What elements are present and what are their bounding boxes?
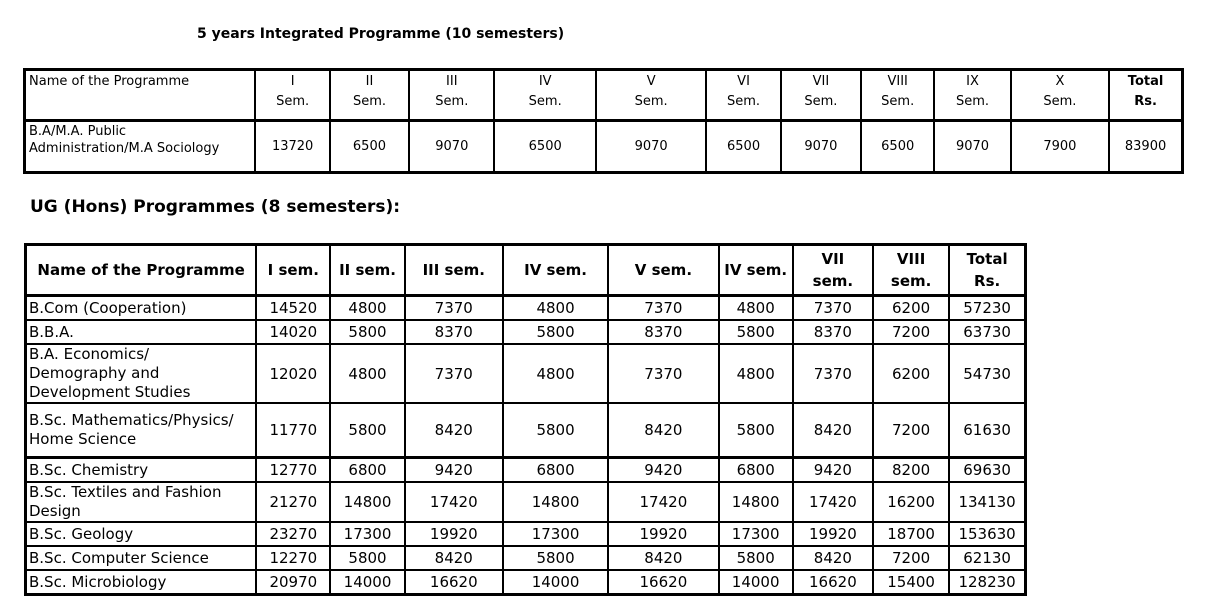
fee-cell: 16620 [793, 570, 873, 595]
column-header-sem-5: V sem. [608, 245, 718, 296]
column-header-sem-3: III Sem. [409, 70, 494, 121]
column-header-sem-4: IV Sem. [494, 70, 595, 121]
total-cell: 54730 [949, 344, 1025, 403]
fee-cell: 7200 [873, 546, 949, 570]
fee-cell: 8420 [793, 403, 873, 458]
column-header-name: Name of the Programme [26, 245, 257, 296]
fee-cell: 9420 [793, 458, 873, 483]
fee-cell: 16620 [608, 570, 718, 595]
fee-cell: 8420 [405, 403, 503, 458]
fee-cell: 23270 [256, 522, 330, 546]
fee-cell: 14520 [256, 296, 330, 321]
fee-cell: 7200 [873, 403, 949, 458]
column-header-sem-3: III sem. [405, 245, 503, 296]
fee-cell: 8420 [608, 546, 718, 570]
fee-cell: 6500 [861, 121, 934, 173]
column-header-sem-7: VII sem. [793, 245, 873, 296]
fee-cell: 5800 [719, 320, 793, 344]
total-cell: 69630 [949, 458, 1025, 483]
fee-cell: 4800 [503, 296, 608, 321]
fee-cell: 8370 [405, 320, 503, 344]
table-row [26, 482, 1026, 522]
column-header-sem-1: I sem. [256, 245, 330, 296]
column-header-sem-5: V Sem. [596, 70, 706, 121]
fee-cell: 7370 [608, 344, 718, 403]
fee-cell: 7370 [793, 296, 873, 321]
fee-cell: 6200 [873, 296, 949, 321]
fee-cell: 5800 [330, 320, 404, 344]
fee-cell: 9070 [409, 121, 494, 173]
fee-cell: 17420 [793, 482, 873, 522]
fee-cell: 5800 [503, 320, 608, 344]
total-cell: 63730 [949, 320, 1025, 344]
fee-cell: 4800 [330, 296, 404, 321]
column-header-sem-1: I Sem. [255, 70, 329, 121]
table-row [26, 570, 1026, 595]
fee-cell: 13720 [255, 121, 329, 173]
column-header-total: Total Rs. [949, 245, 1025, 296]
fee-cell: 7370 [405, 344, 503, 403]
fee-cell: 17420 [608, 482, 718, 522]
programme-name: B.Sc. Computer Science [26, 546, 257, 570]
fee-cell: 14800 [330, 482, 404, 522]
fee-cell: 14000 [503, 570, 608, 595]
fee-cell: 4800 [330, 344, 404, 403]
table-row [26, 403, 1026, 458]
fee-cell: 9070 [781, 121, 861, 173]
fee-cell: 6800 [330, 458, 404, 483]
programme-name: B.Sc. Geology [26, 522, 257, 546]
fee-cell: 7370 [405, 296, 503, 321]
fee-cell: 5800 [719, 546, 793, 570]
ug-fee-table [24, 243, 1027, 596]
fee-cell: 17300 [719, 522, 793, 546]
fee-cell: 5800 [330, 546, 404, 570]
programme-name: B.A. Economics/ Demography and Development Studies [26, 344, 257, 403]
fee-cell: 21270 [256, 482, 330, 522]
programme-name: B.Sc. Microbiology [26, 570, 257, 595]
ug-programmes-heading: UG (Hons) Programmes (8 semesters): [30, 197, 401, 217]
programme-name: B.Sc. Chemistry [26, 458, 257, 483]
table-row [26, 522, 1026, 546]
fee-cell: 9070 [934, 121, 1010, 173]
table-row [26, 344, 1026, 403]
fee-cell: 19920 [405, 522, 503, 546]
fee-cell: 7200 [873, 320, 949, 344]
table-row [26, 320, 1026, 344]
column-header-sem-2: II sem. [330, 245, 404, 296]
fee-cell: 16620 [405, 570, 503, 595]
fee-cell: 4800 [719, 344, 793, 403]
fee-cell: 8200 [873, 458, 949, 483]
total-cell: 128230 [949, 570, 1025, 595]
fee-cell: 17300 [503, 522, 608, 546]
programme-name: B.Sc. Textiles and Fashion Design [26, 482, 257, 522]
fee-cell: 8420 [608, 403, 718, 458]
fee-cell: 6800 [719, 458, 793, 483]
fee-cell: 6500 [330, 121, 409, 173]
fee-cell: 9070 [596, 121, 706, 173]
column-header-sem-4: IV sem. [503, 245, 608, 296]
table-row [26, 296, 1026, 321]
programme-name: B.Sc. Mathematics/Physics/ Home Science [26, 403, 257, 458]
fee-cell: 6200 [873, 344, 949, 403]
total-cell: 57230 [949, 296, 1025, 321]
fee-cell: 19920 [793, 522, 873, 546]
total-cell: 153630 [949, 522, 1025, 546]
fee-cell: 17300 [330, 522, 404, 546]
fee-cell: 8420 [793, 546, 873, 570]
table-row [25, 121, 1183, 173]
fee-cell: 8420 [405, 546, 503, 570]
integrated-programme-heading: 5 years Integrated Programme (10 semesters) [197, 26, 565, 42]
fee-cell: 19920 [608, 522, 718, 546]
fee-cell: 17420 [405, 482, 503, 522]
fee-cell: 5800 [503, 546, 608, 570]
fee-cell: 4800 [719, 296, 793, 321]
fee-cell: 14020 [256, 320, 330, 344]
column-header-name: Name of the Programme [25, 70, 256, 121]
column-header-sem-2: II Sem. [330, 70, 409, 121]
fee-cell: 8370 [608, 320, 718, 344]
fee-cell: 7370 [608, 296, 718, 321]
fee-cell: 12770 [256, 458, 330, 483]
fee-cell: 11770 [256, 403, 330, 458]
column-header-total: Total Rs. [1109, 70, 1182, 121]
table-header-row [25, 70, 1183, 121]
column-header-sem-6: VI Sem. [706, 70, 780, 121]
fee-cell: 7370 [793, 344, 873, 403]
total-cell: 61630 [949, 403, 1025, 458]
fee-cell: 14000 [330, 570, 404, 595]
table-row [26, 546, 1026, 570]
fee-cell: 5800 [503, 403, 608, 458]
fee-cell: 6500 [494, 121, 595, 173]
fee-cell: 7900 [1011, 121, 1109, 173]
column-header-sem-7: VII Sem. [781, 70, 861, 121]
column-header-sem-8: VIII sem. [873, 245, 949, 296]
fee-cell: 4800 [503, 344, 608, 403]
table-header-row [26, 245, 1026, 296]
fee-cell: 15400 [873, 570, 949, 595]
total-cell: 83900 [1109, 121, 1182, 173]
total-cell: 62130 [949, 546, 1025, 570]
total-cell: 134130 [949, 482, 1025, 522]
programme-name: B.B.A. [26, 320, 257, 344]
fee-cell: 6800 [503, 458, 608, 483]
column-header-sem-9: IX Sem. [934, 70, 1010, 121]
programme-name: B.Com (Cooperation) [26, 296, 257, 321]
fee-cell: 14800 [719, 482, 793, 522]
fee-cell: 20970 [256, 570, 330, 595]
fee-cell: 8370 [793, 320, 873, 344]
integrated-fee-table [23, 68, 1184, 174]
fee-cell: 5800 [330, 403, 404, 458]
fee-cell: 18700 [873, 522, 949, 546]
fee-cell: 14800 [503, 482, 608, 522]
column-header-sem-10: X Sem. [1011, 70, 1109, 121]
fee-cell: 12020 [256, 344, 330, 403]
fee-cell: 6500 [706, 121, 780, 173]
fee-cell: 14000 [719, 570, 793, 595]
programme-name: B.A/M.A. Public Administration/M.A Sociology [25, 121, 256, 173]
fee-cell: 5800 [719, 403, 793, 458]
fee-cell: 9420 [405, 458, 503, 483]
fee-cell: 12270 [256, 546, 330, 570]
fee-cell: 9420 [608, 458, 718, 483]
column-header-sem-6: IV sem. [719, 245, 793, 296]
fee-cell: 16200 [873, 482, 949, 522]
column-header-sem-8: VIII Sem. [861, 70, 934, 121]
table-row [26, 458, 1026, 483]
